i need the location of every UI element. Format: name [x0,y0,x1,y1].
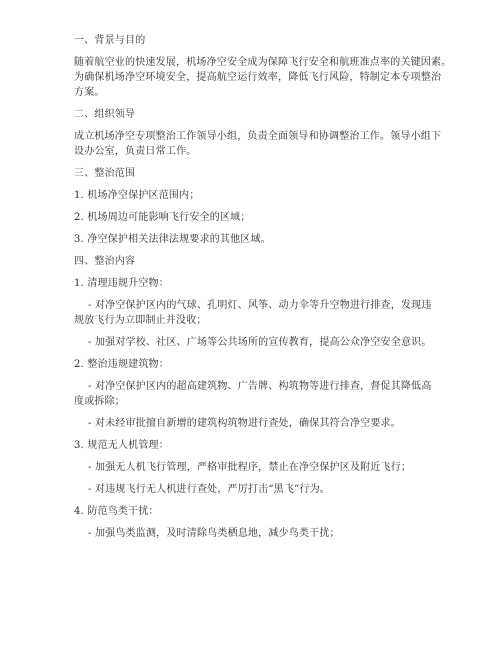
bullet-line: - 加强鸟类监测，及时清除鸟类栖息地，减少鸟类干扰； [88,528,340,539]
bullet-line: 度或拆除； [74,396,125,407]
content-item-title: 4. 防范鸟类干扰： [74,506,159,517]
scope-item: 1. 机场净空保护区范围内； [74,190,200,201]
bullet-line: 规放飞行为立即制止并没收； [74,315,207,326]
bullet-line: - 加强对学校、社区、广场等公共场所的宣传教育，提高公众净空安全意识。 [88,337,432,348]
paragraph-line: 方案。 [74,87,105,98]
paragraph-line: 设办公室，负责日常工作。 [74,146,197,157]
bullet-line: - 对净空保护区内的超高建筑物、广告牌、构筑物等进行排查，督促其降低高 [88,381,432,392]
content-item-title: 3. 规范无人机管理： [74,440,169,451]
section-heading-organization: 二、组织领导 [74,109,136,120]
scope-item: 3. 净空保护相关法律法规要求的其他区域。 [74,234,271,245]
scope-item: 2. 机场周边可能影响飞行安全的区域； [74,212,251,223]
bullet-line: - 对净空保护区内的气球、孔明灯、风筝、动力伞等升空物进行排查，发现违 [88,300,432,311]
section-heading-scope: 三、整治范围 [74,168,136,179]
section-heading-background: 一、背景与目的 [74,35,146,46]
paragraph-line: 成立机场净空专项整治工作领导小组，负责全面领导和协调整治工作。领导小组下 [74,131,442,142]
section-heading-content: 四、整治内容 [74,256,136,267]
bullet-line: - 对未经审批擅自新增的建筑构筑物进行查处，确保其符合净空要求。 [88,418,401,429]
bullet-line: - 加强无人机飞行管理，严格审批程序，禁止在净空保护区及附近飞行； [88,462,412,473]
content-item-title: 2. 整治违规建筑物： [74,359,169,370]
paragraph-line: 为确保机场净空环境安全，提高航空运行效率，降低飞行风险，特制定本专项整治 [74,72,442,83]
content-item-title: 1. 清理违规升空物： [74,278,169,289]
paragraph-line: 随着航空业的快速发展，机场净空安全成为保障飞行安全和航班准点率的关键因素。 [74,57,452,68]
bullet-line: - 对违规飞行无人机进行查处，严厉打击“黑飞”行为。 [88,484,330,495]
